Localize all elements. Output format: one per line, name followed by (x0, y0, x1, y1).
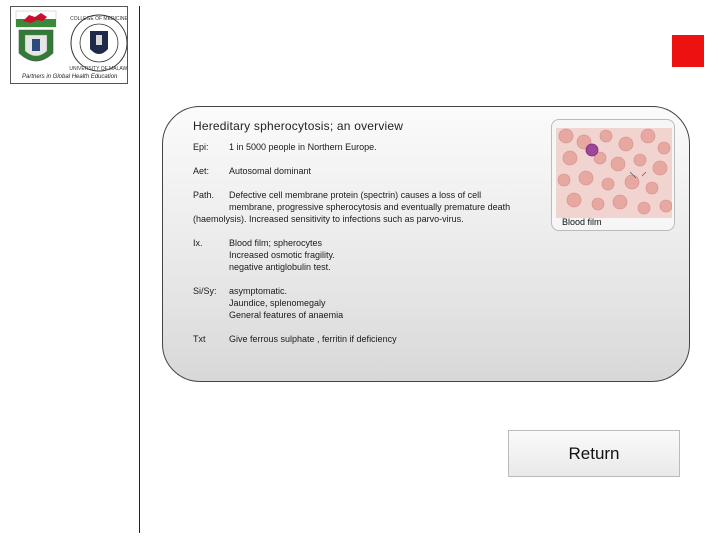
row-label: Aet: (193, 166, 210, 176)
slide-title: Hereditary spherocytosis; an overview (193, 119, 404, 133)
row-text: Autosomal dominant (229, 166, 312, 176)
row-text: 1 in 5000 people in Northern Europe. (229, 142, 377, 152)
row-label: Epi: (193, 142, 209, 152)
row-text: Give ferrous sulphate , ferritin if deficiency (229, 334, 397, 344)
return-button[interactable]: Return (508, 430, 680, 477)
row-text: membrane, progressive spherocytosis and eventually premature death (229, 202, 511, 212)
row-text: Jaundice, splenomegaly (229, 298, 326, 308)
vertical-divider (139, 6, 140, 533)
crest-logos-image (11, 7, 127, 77)
row-text: Blood film; spherocytes (229, 238, 323, 248)
partners-caption: Partners in Global Health Education (22, 74, 118, 80)
svg-text:UNIVERSITY OF MALAWI: UNIVERSITY OF MALAWI (69, 66, 127, 72)
row-label: Ix. (193, 238, 203, 248)
row-text: (haemolysis). Increased sensitivity to infections such as parvo-virus. (193, 214, 464, 224)
row-text: negative antiglobulin test. (229, 262, 331, 272)
blood-film-image (556, 128, 672, 218)
row-text: Increased osmotic fragility. (229, 250, 335, 260)
red-square-marker (672, 35, 704, 67)
row-text: General features of anaemia (229, 310, 344, 320)
row-label: Txt (193, 334, 206, 344)
svg-text:COLLEGE OF MEDICINE: COLLEGE OF MEDICINE (70, 16, 127, 22)
row-text: Defective cell membrane protein (spectrin) causes a loss of cell (229, 190, 482, 200)
partner-logos (10, 6, 128, 84)
row-text: asymptomatic. (229, 286, 288, 296)
row-path (193, 189, 553, 229)
blood-film-caption: Blood film (562, 217, 602, 227)
blood-film-frame (551, 119, 675, 231)
row-label: Path. (193, 190, 215, 200)
row-label: Si/Sy: (193, 286, 217, 296)
